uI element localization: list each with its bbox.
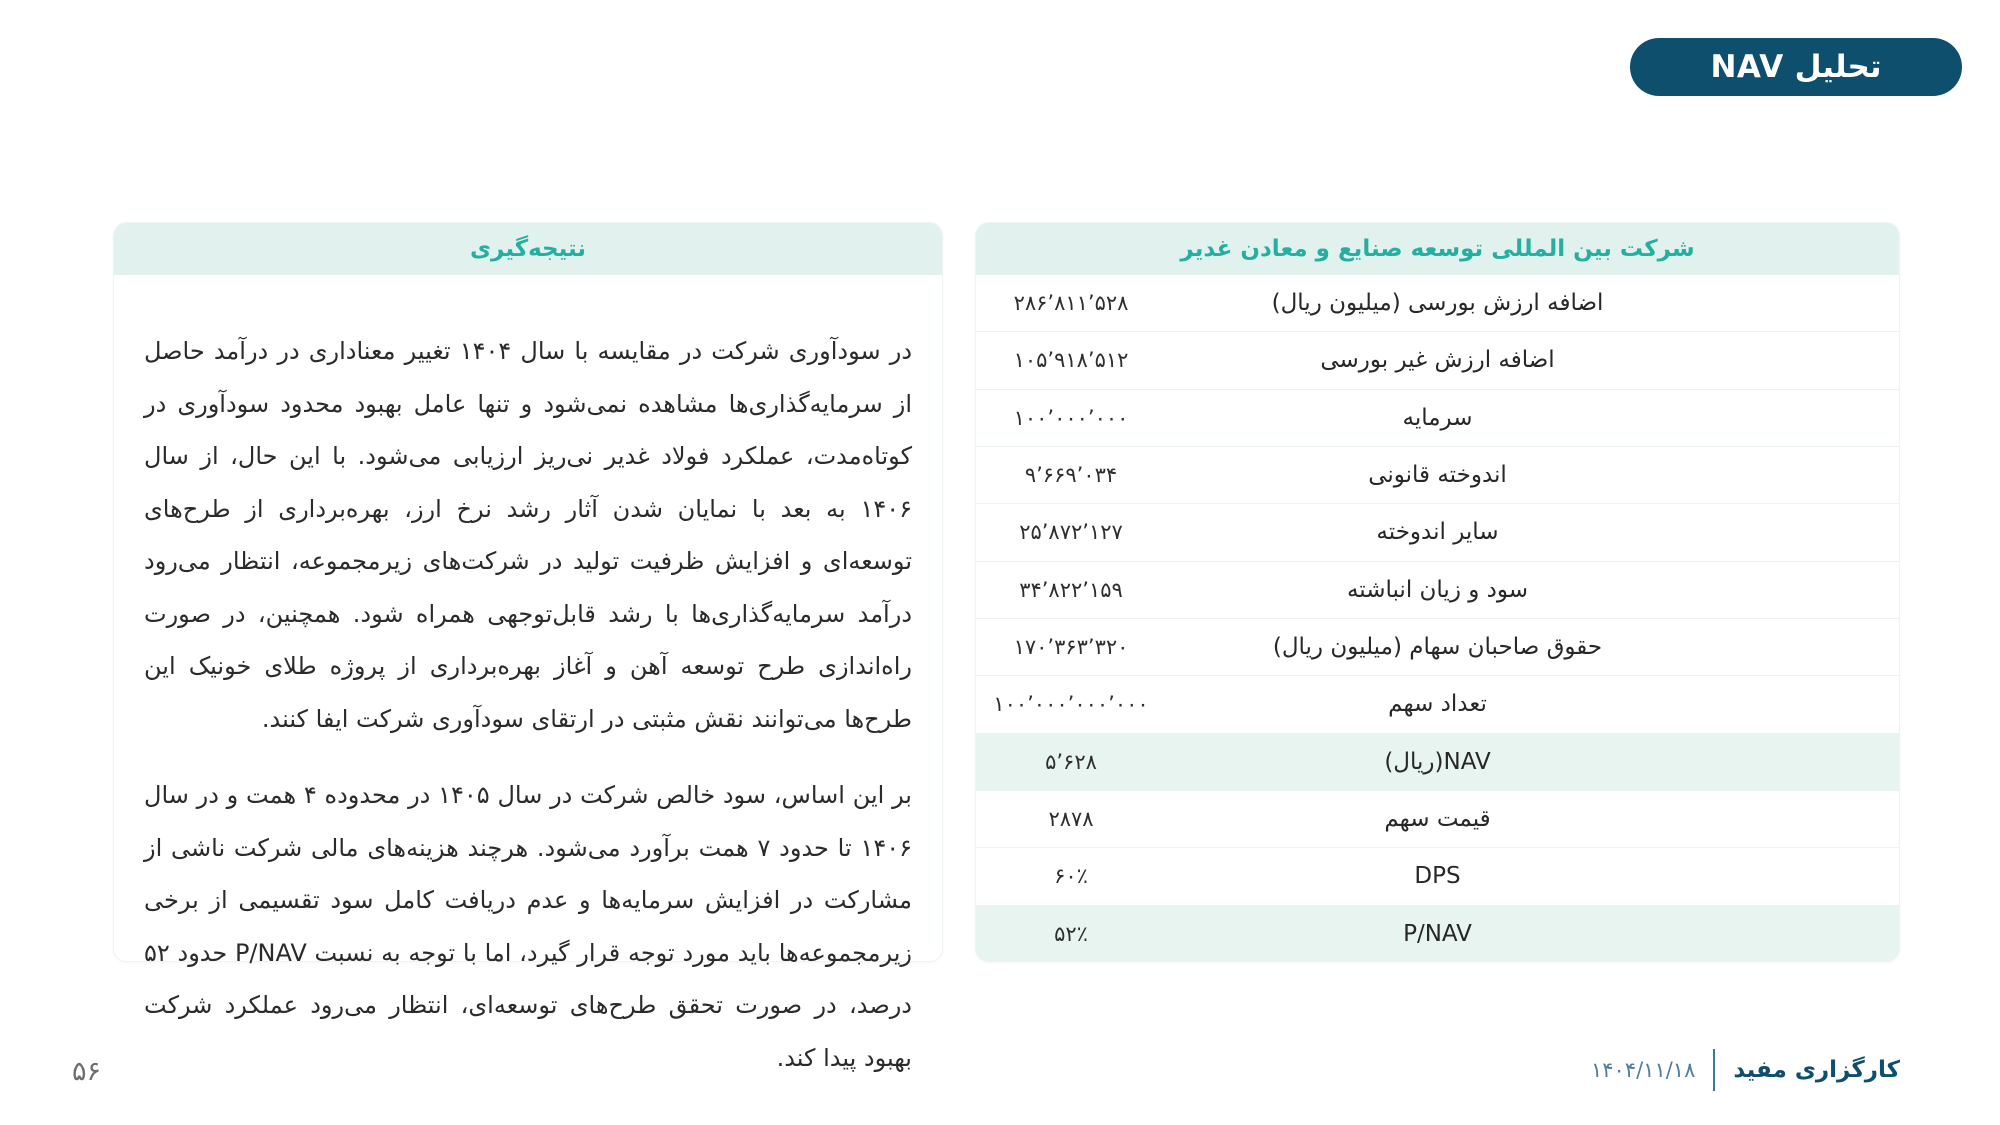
brokerage-brand: کارگزاری مفید (1733, 1057, 1900, 1083)
table-row-label: سایر اندوخته (1376, 519, 1499, 546)
table-row (976, 332, 1899, 389)
conclusion-paragraph: بر این اساس، سود خالص شرکت در سال ۱۴۰۵ در محدوده ۴ همت و در سال ۱۴۰۶ تا حدود ۷ همت برآورد می‌شود. هرچند هزینه‌های مالی شرکت ناشی از مشارکت در افزایش سرمایه‌ها و عدم دریافت کامل سود تقسیمی از برخی زیرمجموعه‌ها باید مورد توجه قرار گیرد، اما با توجه به نسبت P/NAV حدود ۵۲ درصد، در صورت تحقق طرح‌های توسعه‌ای، انتظار می‌رود عملکرد شرکت بهبود پیدا کند. (144, 781, 913, 1072)
table-row-value: ۱۰۰’۰۰۰’۰۰۰ (1013, 405, 1129, 430)
table-row-value: ۱۰۵’۹۱۸’۵۱۲ (1013, 348, 1129, 373)
table-body (976, 275, 1899, 962)
conclusion-card (113, 222, 943, 1072)
table-row (976, 676, 1899, 733)
table-row (976, 390, 1899, 447)
conclusion-paragraph: در سودآوری شرکت در مقایسه با سال ۱۴۰۴ تغییر معناداری در درآمد حاصل از سرمایه‌گذاری‌ها مشاهده نمی‌شود و تنها عامل بهبود محدود سودآوری در کوتاه‌مدت، عملکرد فولاد غدیر نی‌ریز ارزیابی می‌شود. با این حال، از سال ۱۴۰۶ به بعد با نمایان شدن آثار رشد نرخ ارز، بهره‌برداری از طرح‌های توسعه‌ای و افزایش ظرفیت تولید در شرکت‌های زیرمجموعه، انتظار می‌رود درآمد سرمایه‌گذاری‌ها با رشد قابل‌توجهی همراه شود. همچنین، در صورت راه‌اندازی طرح توسعه آهن و آغاز بهره‌برداری از پروژه طلای خونیک این طرح‌ها می‌توانند نقش مثبتی در ارتقای سودآوری شرکت ایفا کنند. (144, 337, 912, 733)
table-header-label: شرکت بین المللی توسعه صنایع و معادن غدیر (1180, 236, 1695, 262)
conclusion-body (114, 275, 942, 1084)
table-row-label: NAV(ریال) (1384, 748, 1491, 775)
table-row-value: ۹’۶۶۹’۰۳۴ (1024, 463, 1118, 488)
table-row-value: ۱۰۰’۰۰۰’۰۰۰’۰۰۰ (993, 692, 1149, 717)
table-row (976, 734, 1899, 791)
table-row-value: ۱۷۰’۳۶۳’۳۲۰ (1013, 635, 1129, 660)
table-row-value: ۵۲٪ (1054, 921, 1088, 946)
table-row-value: ۲۸۶’۸۱۱’۵۲۸ (1013, 291, 1129, 316)
title-badge-label: تحلیل NAV (1710, 49, 1882, 85)
table-row (976, 562, 1899, 619)
table-row-value: ۳۴’۸۲۲’۱۵۹ (1019, 577, 1123, 602)
footer-divider (1713, 1049, 1715, 1091)
table-row (976, 447, 1899, 504)
table-row-label: اندوخته قانونی (1368, 462, 1507, 489)
table-row (976, 791, 1899, 848)
table-row (976, 275, 1899, 332)
table-row (976, 906, 1899, 962)
nav-table-card (975, 222, 1900, 962)
table-row (976, 619, 1899, 676)
table-row-label: اضافه ارزش بورسی (میلیون ریال) (1271, 290, 1604, 317)
table-row-label: DPS (1414, 863, 1461, 890)
table-row-label: سود و زیان انباشته (1346, 576, 1529, 603)
table-row-value: ۵’۶۲۸ (1045, 749, 1097, 774)
table-header (976, 223, 1899, 275)
table-row-label: سرمایه (1402, 404, 1473, 431)
page-number: ۵۶ (72, 1056, 102, 1087)
table-row (976, 848, 1899, 905)
table-row-value: ۲۸۷۸ (1048, 807, 1094, 832)
table-row-label: حقوق صاحبان سهام (میلیون ریال) (1272, 634, 1603, 661)
table-row (976, 504, 1899, 561)
table-row-value: ۲۵’۸۷۲’۱۲۷ (1019, 520, 1123, 545)
footer (1591, 1045, 1900, 1095)
report-date: ۱۴۰۴/۱۱/۱۸ (1590, 1058, 1696, 1082)
conclusion-header-label: نتیجه‌گیری (469, 236, 587, 262)
table-row-label: P/NAV (1403, 920, 1472, 947)
table-row-label: قیمت سهم (1384, 806, 1491, 833)
table-row-value: ۶۰٪ (1054, 864, 1088, 889)
table-row-label: اضافه ارزش غیر بورسی (1320, 347, 1555, 374)
conclusion-header (114, 223, 942, 275)
table-row-label: تعداد سهم (1388, 691, 1487, 718)
title-badge (1630, 38, 1962, 96)
